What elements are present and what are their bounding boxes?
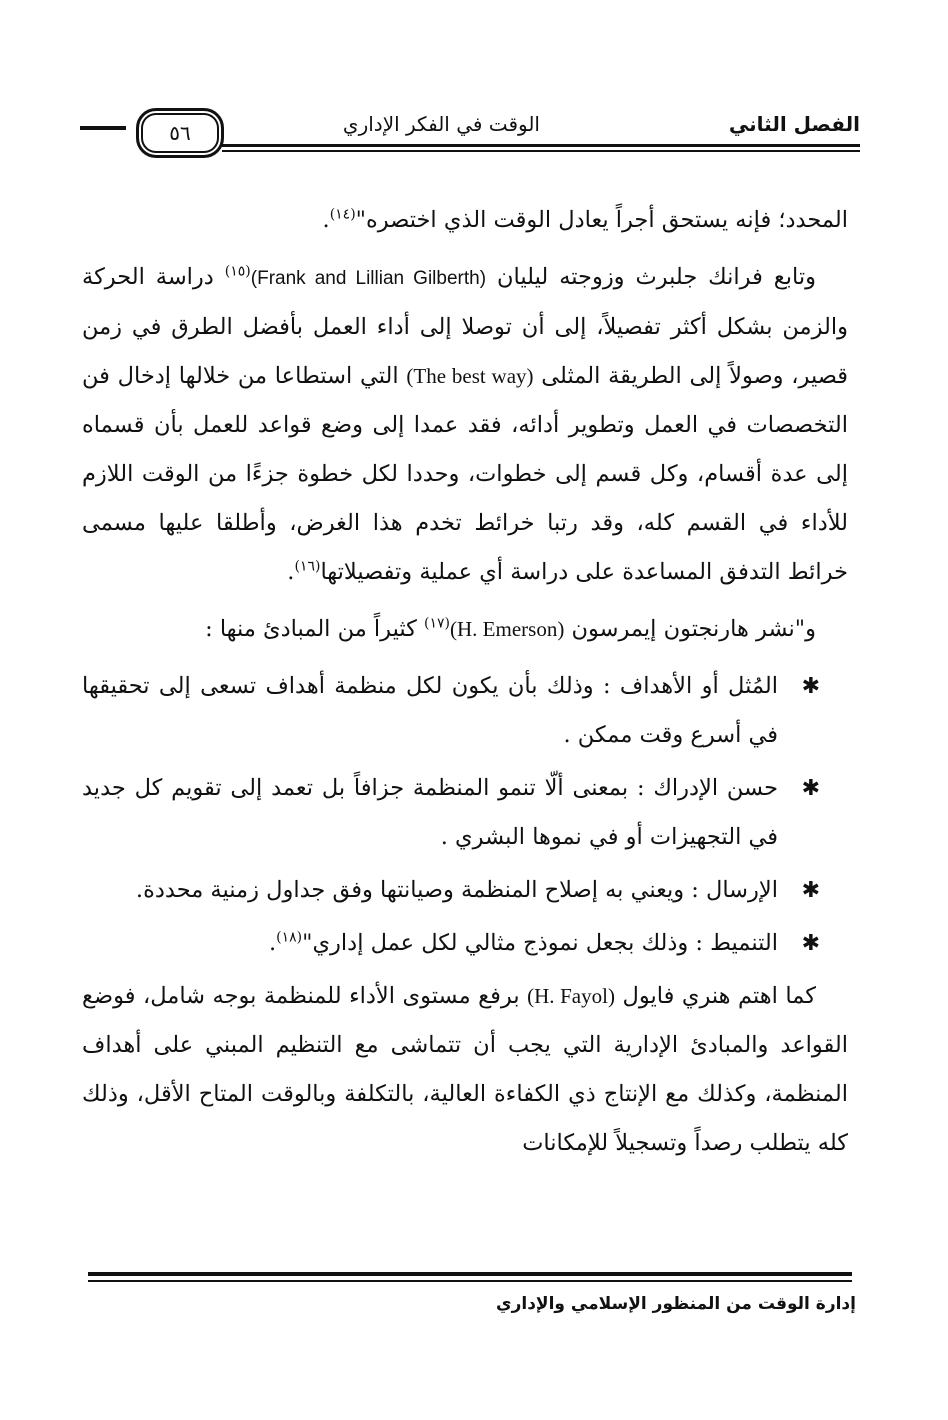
list-item: ✱ الإرسال : ويعني به إصلاح المنظمة وصيانتها وفق جداول زمنية محددة. <box>82 866 848 915</box>
list-item: ✱ التنميط : وذلك بجعل نموذج مثالي لكل عمل إداري"$^{(١٨)}$. <box>82 919 848 968</box>
asterisk-bullet-icon: ✱ <box>801 674 820 699</box>
body-text <box>82 196 848 1168</box>
latin-name: (Frank and Lillian Gilberth) <box>250 268 487 289</box>
footer-rule-thin <box>88 1280 852 1282</box>
latin-name: (H. Emerson) <box>450 617 565 641</box>
running-book-title: الوقت في الفكر الإداري <box>342 112 540 136</box>
paragraph-1: المحدد؛ فإنه يستحق أجراً يعادل الوقت الذي اختصره"$^{(١٤)}$. <box>322 206 848 233</box>
footnote-ref: (١٧) <box>424 615 451 632</box>
latin-term: (The best way) <box>406 364 534 388</box>
page-header <box>80 104 860 164</box>
header-dash <box>80 126 126 130</box>
footer-book-name: إدارة الوقت من المنظور الإسلامي والإداري <box>496 1294 856 1314</box>
footnote-ref: (١٥) <box>224 263 251 280</box>
footnote-ref: (١٨) <box>276 929 303 946</box>
header-rule-thin <box>222 150 860 152</box>
paragraph-3: و"نشر هارنجتون إيمرسون (H. Emerson)$^{(١٧)}$ كثيراً من المبادئ منها : <box>205 615 816 642</box>
page-number-text: ٥٦ <box>169 121 191 145</box>
chapter-title: الفصل الثاني <box>728 112 860 136</box>
principles-list <box>82 662 848 968</box>
asterisk-bullet-icon: ✱ <box>801 878 820 903</box>
asterisk-bullet-icon: ✱ <box>801 776 820 801</box>
list-item: ✱ المُثل أو الأهداف : وذلك بأن يكون لكل منظمة أهداف تسعى إلى تحقيقها في أسرع وقت ممكن . <box>82 662 848 760</box>
asterisk-bullet-icon: ✱ <box>801 931 820 956</box>
page-number <box>136 108 224 158</box>
footnote-ref: (١٦) <box>294 558 321 575</box>
list-item: ✱ حسن الإدراك : بمعنى ألّا تنمو المنظمة جزافاً بل تعمد إلى تقويم كل جديد في التجهيزات أو في نموها البشري . <box>82 764 848 862</box>
paragraph-2: وتابع فرانك جلبرث وزوجته ليليان (Frank and Lillian Gilberth)$^{(١٥)}$ دراسة الحركة والزمن بشكل أكثر تفصيلاً، إلى أن توصلا إلى أداء العمل بأفضل الطرق في زمن قصير، وصولاً إلى الطريقة المثلى (The best way) التي استطاعا من خلالها إدخال فن التخصصات في العمل وتطوير أدائه، فقد عمدا إلى وضع قواعد للعمل بأن قسماه إلى عدة أقسام، وكل قسم إلى خطوات، وحددا لكل خطوة جزءًا من الوقت اللازم للأداء في القسم كله، وقد رتبا خرائط تخدم هذا الغرض، وأطلقا عليها مسمى خرائط التدفق المساعدة على دراسة أي عملية وتفصيلاتها$^{(١٦)}$. <box>82 263 849 585</box>
footer-rule <box>88 1272 852 1276</box>
footnote-ref: (١٤) <box>329 206 356 223</box>
header-rule <box>222 144 860 147</box>
latin-name: (H. Fayol) <box>527 984 615 1008</box>
paragraph-4: كما اهتم هنري فايول (H. Fayol) برفع مستوى الأداء للمنظمة بوجه شامل، فوضع القواعد والمبادئ الإدارية التي يجب أن تتماشى مع التنظيم المبني على أهداف المنظمة، وكذلك مع الإنتاج ذي الكفاءة العالية، بالتكلفة وبالوقت المتاح الأقل، وذلك كله يتطلب رصداً وتسجيلاً للإمكانات <box>82 983 848 1156</box>
